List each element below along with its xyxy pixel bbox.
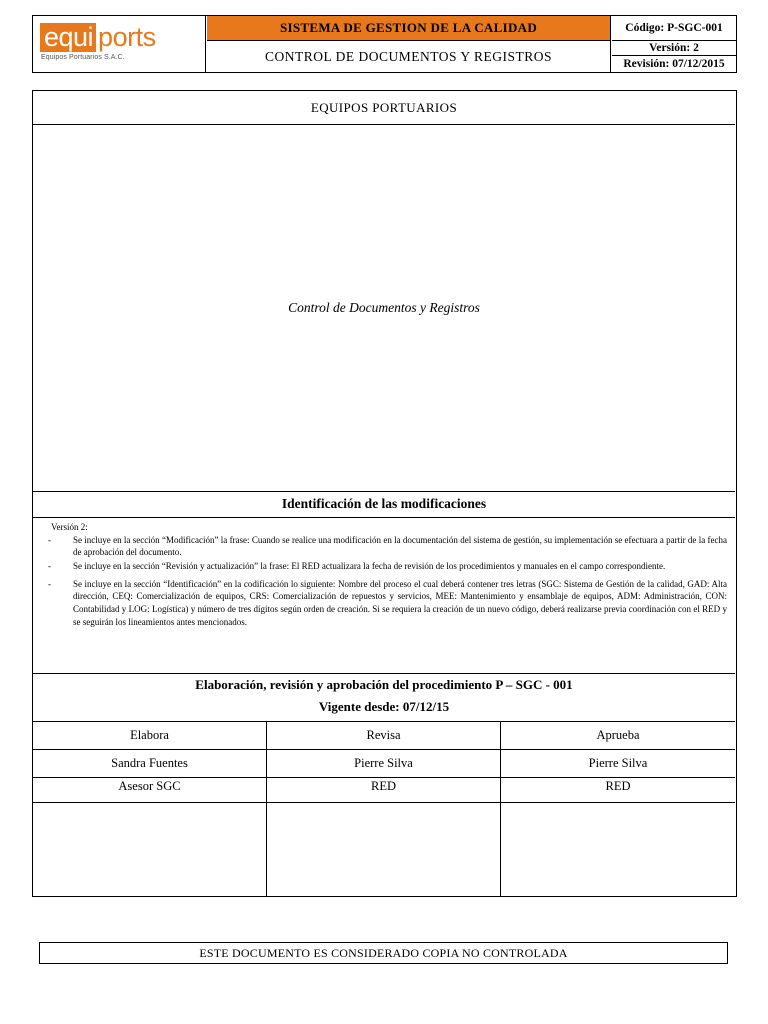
name-elabora: Sandra Fuentes (111, 756, 188, 770)
modification-item (49, 559, 727, 574)
uncontrolled-copy-notice: ESTE DOCUMENTO ES CONSIDERADO COPIA NO CONTROLADA (39, 942, 728, 964)
signature-box-aprueba (501, 803, 735, 896)
header-elabora: Elabora (130, 727, 169, 742)
approval-title: Elaboración, revisión y aprobación del procedimiento P – SGC - 001 (195, 677, 573, 692)
signature-box-revisa (267, 803, 500, 896)
document-version: Versión: 2 (612, 41, 736, 56)
logo-part-ports: ports (98, 22, 156, 52)
company-logo (33, 16, 206, 72)
modifications-heading: Identificación de las modificaciones (281, 496, 487, 511)
logo-wordmark (40, 23, 156, 52)
document-code: Código: P-SGC-001 (612, 16, 736, 41)
bullet-dash: - (48, 578, 51, 589)
role-revisa: RED (371, 779, 396, 793)
modification-text: Se incluye en la sección “Modificación” la frase: Cuando se realice una modificación en la documentación del sistema de gestión, su implementación se efectuara a partir de la fecha de aprobación del documento. (73, 534, 727, 557)
company-name-heading: EQUIPOS PORTUARIOS (310, 99, 458, 115)
approval-effective-date: Vigente desde: 07/12/15 (318, 699, 450, 714)
bullet-dash: - (48, 560, 51, 571)
bullet-dash: - (48, 534, 51, 545)
header-revisa: Revisa (366, 727, 401, 742)
cover-document-name: Control de Documentos y Registros (288, 299, 480, 315)
modification-text: Se incluye en la sección “Revisión y actualización” la frase: El RED actualizara la fecha de revisión de los procedimientos y manuales en el campo correspondiente. (73, 560, 666, 571)
approval-table (33, 721, 735, 896)
document-revision-date: Revisión: 07/12/2015 (623, 58, 725, 70)
header-aprueba: Aprueba (596, 727, 640, 742)
modification-item (49, 534, 727, 559)
logo-part-equi: equi (40, 23, 96, 52)
document-header (32, 15, 737, 73)
role-aprueba: RED (605, 779, 631, 793)
modifications-list (49, 521, 727, 629)
modifications-version-label: Versión 2: (51, 522, 88, 532)
system-title: SISTEMA DE GESTION DE LA CALIDAD (207, 16, 611, 41)
role-elabora: Asesor SGC (118, 779, 181, 793)
logo-subtitle: Equipos Portuarios S.A.C. (41, 54, 125, 61)
signature-box-elabora (33, 803, 266, 896)
name-revisa: Pierre Silva (354, 756, 413, 770)
approval-heading-block (33, 673, 735, 721)
divider (33, 517, 735, 518)
modification-text: Se incluye en la sección “Identificación” en la codificación lo siguiente: Nombre del proceso el cual deberá contener tres letras (SGC: Sistema de Gestión de la calidad, GAD: Alta dirección, CEQ: Comercialización de equipos, CRS: Comercialización de repuestos y servicios, MEE: Mantenimiento y ensamblaje de equipos, ADM: Administración, CON: Contabilidad y LOG: Logística) y número de tres dígitos según orden de creación. Si se requiera la creación de un nuevo código, deberá realizarse previa coordinación con el RED y se seguirán los lineamientos antes mencionados. (73, 578, 727, 627)
document-body-frame (32, 90, 737, 897)
modification-item (49, 578, 727, 629)
document-title: CONTROL DE DOCUMENTOS Y REGISTROS (207, 41, 611, 72)
name-aprueba: Pierre Silva (588, 756, 648, 770)
